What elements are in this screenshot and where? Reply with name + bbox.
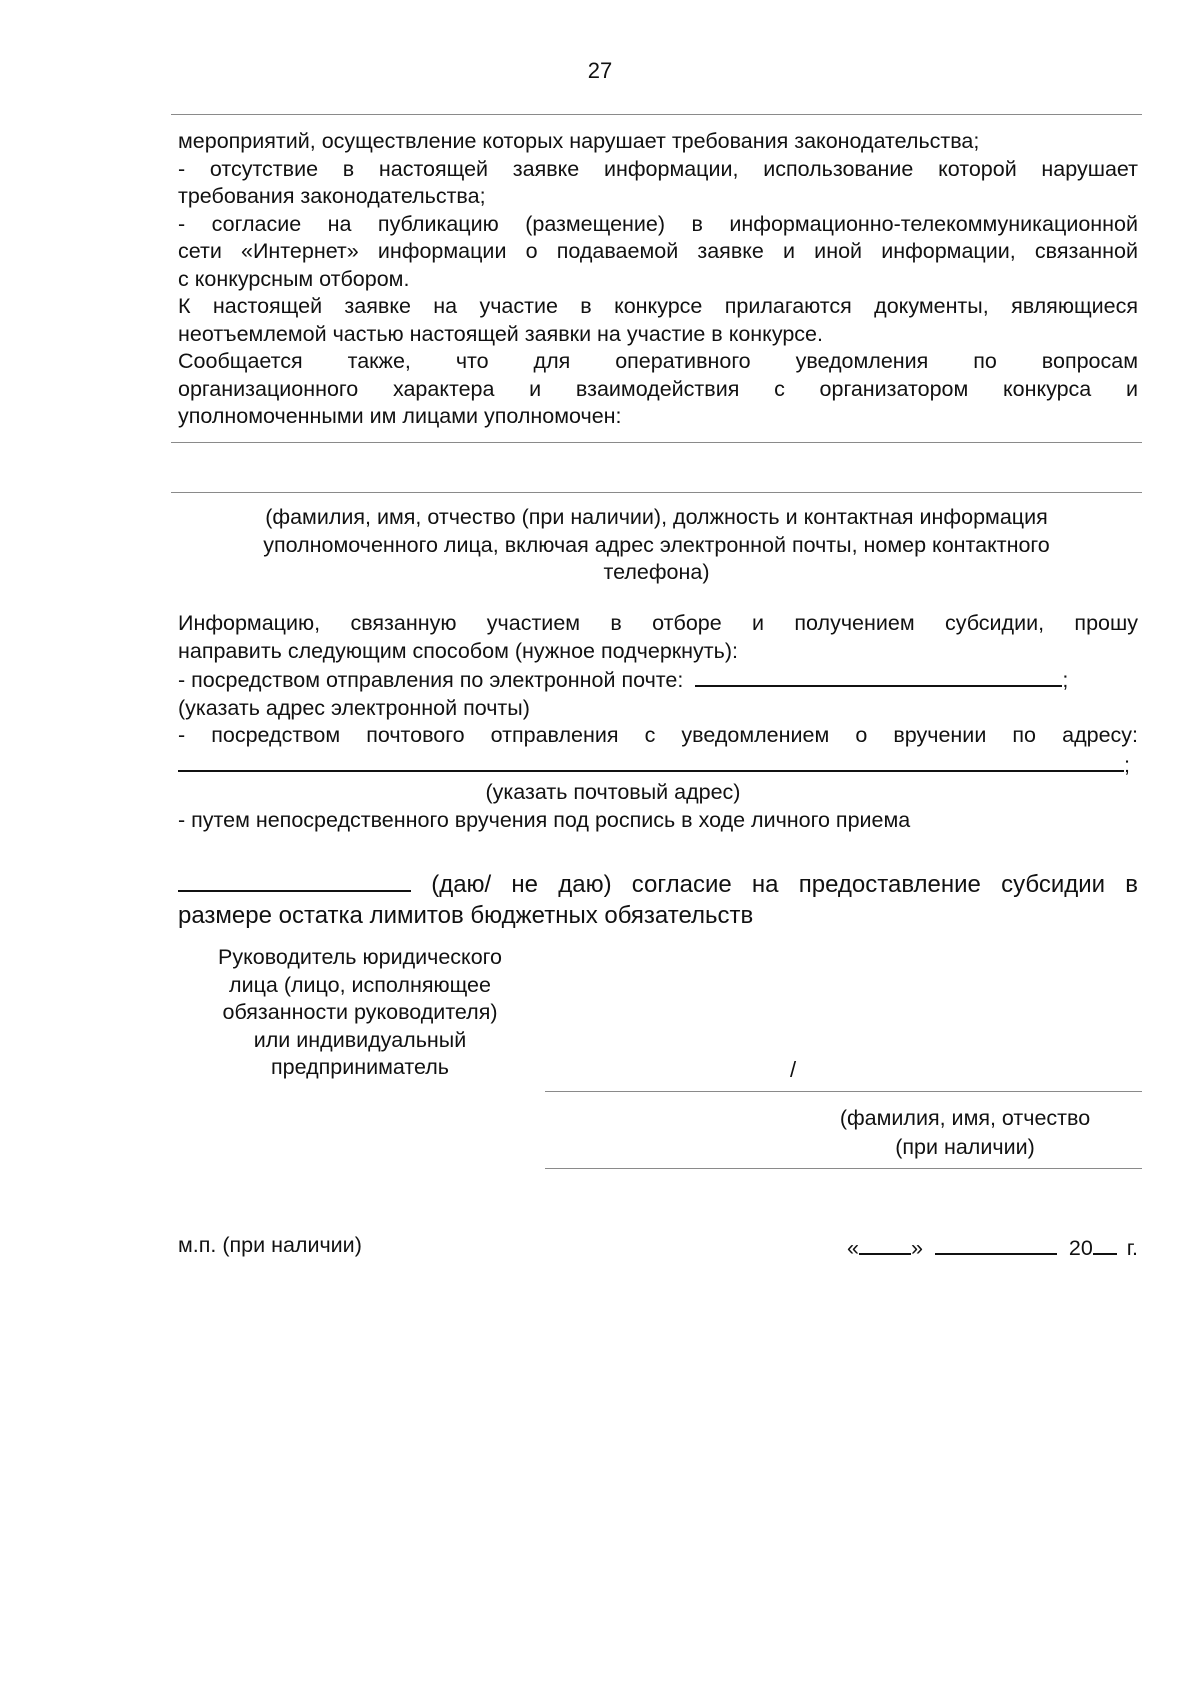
caption-line: (фамилия, имя, отчество (при наличии), должность и контактная информация [265,505,1048,529]
info-block [178,610,1138,834]
signer-label-line: лица (лицо, исполняющее [229,972,491,997]
date-field [847,1233,1138,1261]
quote-open: « [846,1236,859,1260]
email-blank[interactable] [695,665,1062,687]
signature-line[interactable] [545,1091,1142,1092]
paragraph-line: уполномоченными им лицами уполномочен: [178,404,622,428]
year-suffix: г. [1126,1236,1138,1260]
fio-caption-line: (при наличии) [895,1135,1035,1159]
year-prefix: 20 [1068,1236,1093,1260]
signer-label-line: обязанности руководителя) [222,1000,498,1024]
paragraph-line: с конкурсным отбором. [178,266,410,291]
page-number: 27 [587,58,613,83]
paragraph-line: Сообщается также, что для оперативного уведомления по вопросам [178,349,1138,373]
semicolon: ; [1124,752,1130,777]
top-divider [171,114,1142,115]
consent-line-1 [178,866,1138,900]
paragraph-line: организационного характера и взаимодействия с организатором конкурса и [178,376,1138,401]
signature-separator: / [790,1057,797,1082]
paragraph-line: (указать адрес электронной почты) [178,695,530,720]
blank-line-2 [171,492,1142,493]
signer-label [175,944,545,1082]
caption-line: телефона) [603,560,710,584]
semicolon: ; [1062,668,1069,692]
paragraph-line: мероприятий, осуществление которых нарушает требования законодательства; [178,129,980,153]
consent-block [178,866,1138,931]
paragraph-line: неотъемлемой частью настоящей заявки на участие в конкурсе. [178,321,823,346]
year-blank[interactable] [1093,1233,1117,1255]
paragraph-line: (указать почтовый адрес) [485,780,741,804]
paragraph-line: К настоящей заявке на участие в конкурсе прилагаются документы, являющиеся [178,294,1138,318]
paragraph-line: - путем непосредственного вручения под роспись в ходе личного приема [178,807,911,832]
email-line [178,665,1138,695]
consent-blank[interactable] [178,866,411,892]
fio-caption-line: (фамилия, имя, отчество [839,1106,1091,1130]
signer-label-line: предприниматель [271,1055,449,1079]
top-text-block [178,128,1138,431]
paragraph-line: требования законодательства; [178,184,486,208]
signer-label-line: или индивидуальный [253,1027,467,1052]
month-blank[interactable] [935,1233,1057,1255]
quote-close: » [910,1236,923,1260]
paragraph-line: - посредством почтового отправления с уведомлением о вручении по адресу: [178,723,1138,747]
person-caption [171,504,1142,587]
day-blank[interactable] [859,1233,911,1255]
signer-label-line: Руководитель юридического [218,945,502,969]
fio-line [545,1168,1142,1169]
consent-text: (даю/ не даю) согласие на предоставление субсидии в [431,871,1138,898]
paragraph-line: - отсутствие в настоящей заявке информации, использование которой нарушает [178,156,1138,181]
email-label: - посредством отправления по электронной почте: [178,668,684,692]
consent-line-2: размере остатка лимитов бюджетных обязательств [178,902,754,929]
paragraph-line: Информацию, связанную участием в отборе и получением субсидии, прошу [178,611,1138,635]
paragraph-line: - согласие на публикацию (размещение) в информационно-телекоммуникационной [178,211,1138,236]
stamp-label: м.п. (при наличии) [178,1233,362,1257]
paragraph-line: направить следующим способом (нужное подчеркнуть): [178,638,738,663]
postal-line [178,750,1138,780]
caption-line: уполномоченного лица, включая адрес электронной почты, номер контактного [263,532,1050,557]
paragraph-line: сети «Интернет» информации о подаваемой заявке и иной информации, связанной [178,239,1138,263]
postal-address-blank[interactable] [178,750,1124,772]
blank-line-1 [171,442,1142,443]
fio-caption [815,1104,1115,1162]
